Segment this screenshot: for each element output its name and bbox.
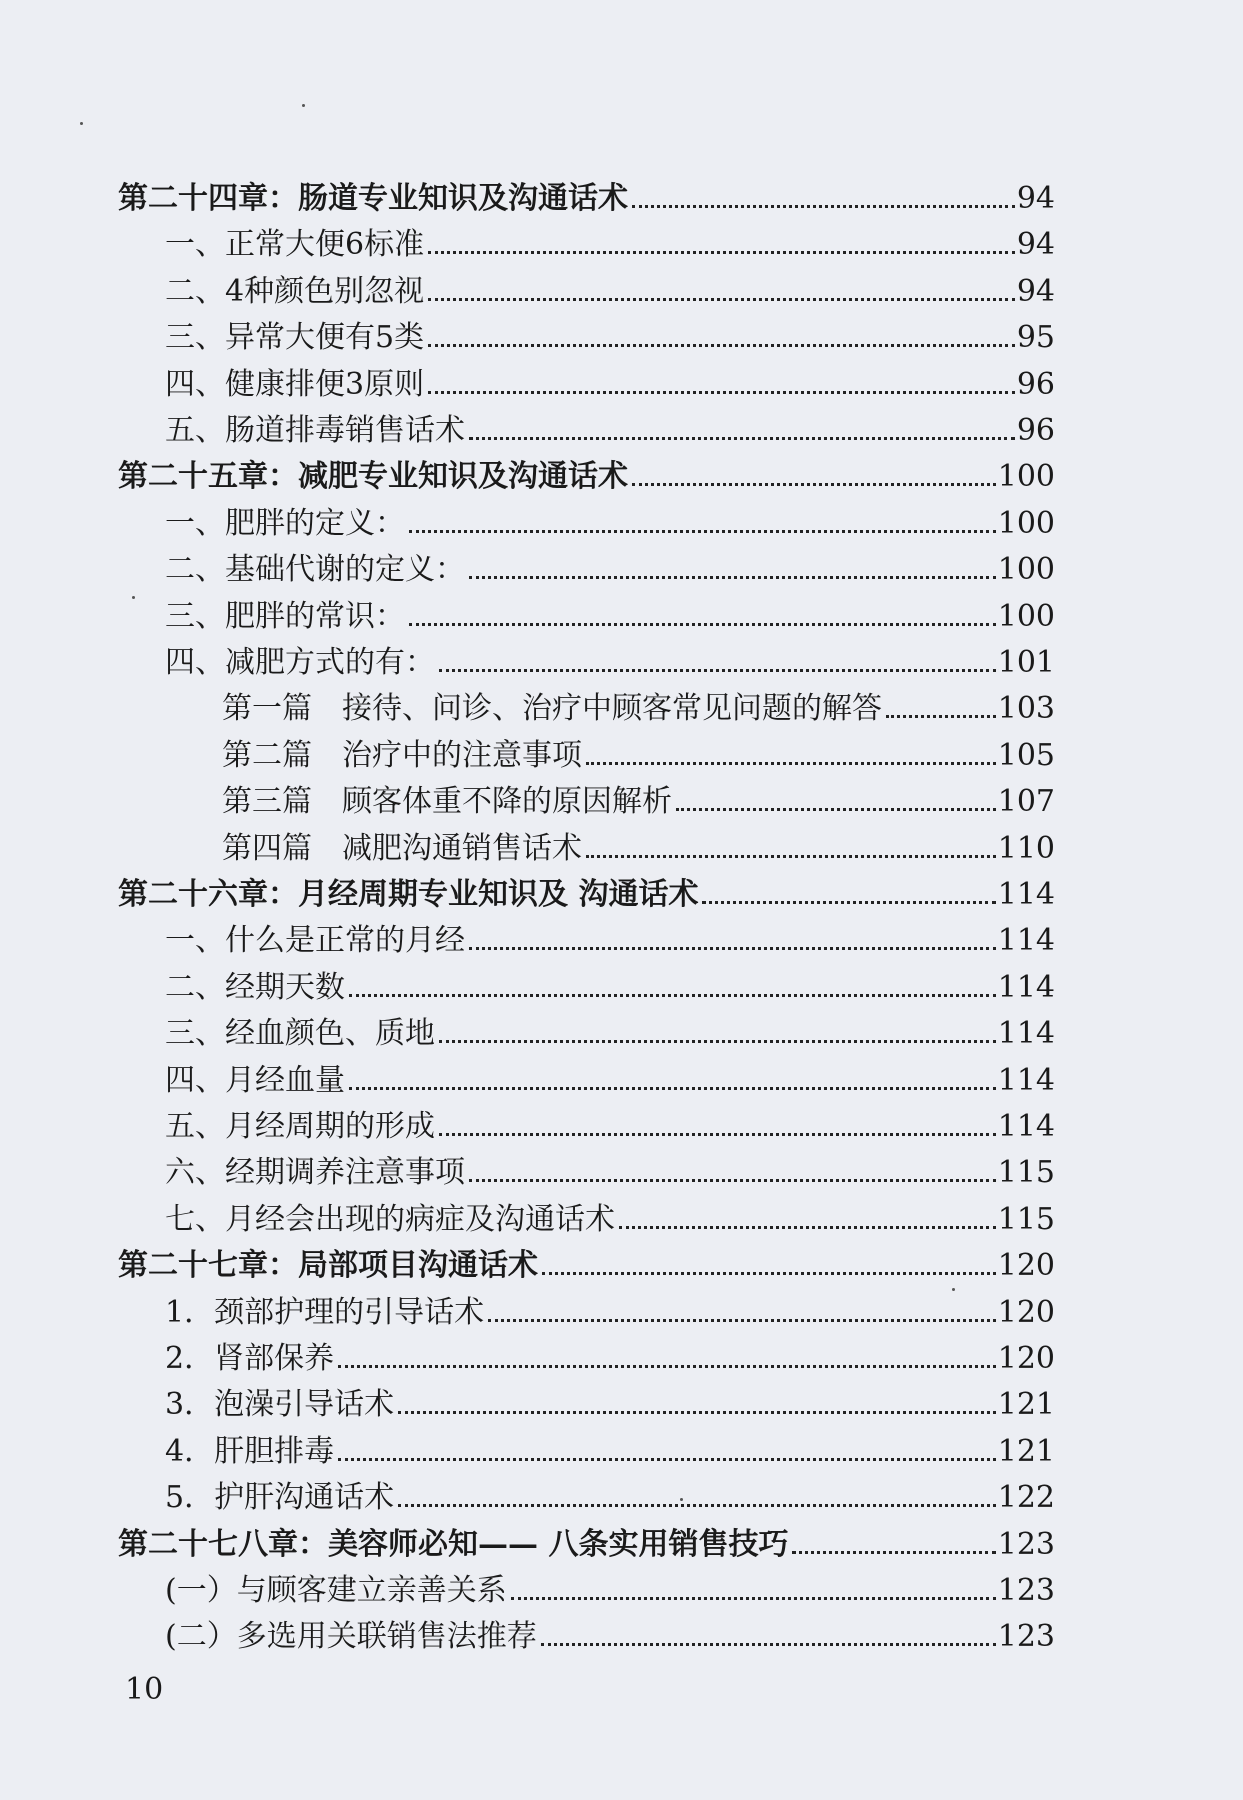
dot-leader bbox=[542, 1272, 996, 1275]
toc-entry-page-number: 121 bbox=[997, 1387, 1055, 1423]
toc-entry-title: 一、正常大便6标准 bbox=[165, 227, 425, 263]
toc-entry-page-number: 110 bbox=[997, 830, 1055, 866]
dot-leader bbox=[439, 669, 996, 672]
toc-entry-page-number: 96 bbox=[1016, 366, 1055, 402]
dot-leader bbox=[398, 1411, 996, 1414]
dot-leader bbox=[792, 1551, 995, 1554]
toc-entry-title: 第二十四章：肠道专业知识及沟通话术 bbox=[118, 181, 628, 216]
dot-leader bbox=[619, 1226, 996, 1229]
page-number: 10 bbox=[125, 1672, 164, 1707]
dot-leader bbox=[349, 1087, 996, 1090]
dot-leader bbox=[586, 762, 996, 765]
dot-leader bbox=[428, 298, 1015, 301]
toc-section-entry[interactable] bbox=[165, 263, 1055, 307]
dot-leader bbox=[676, 808, 996, 811]
toc-entry-page-number: 100 bbox=[997, 552, 1055, 588]
dot-leader bbox=[541, 1643, 996, 1646]
toc-entry-title: 一、什么是正常的月经 bbox=[165, 923, 465, 959]
toc-entry-title: 第一篇 接待、问诊、治疗中顾客常见问题的解答 bbox=[222, 691, 882, 727]
dot-leader bbox=[469, 576, 996, 579]
toc-section-entry[interactable] bbox=[165, 1052, 1055, 1096]
toc-entry-page-number: 114 bbox=[997, 923, 1055, 959]
toc-entry-page-number: 100 bbox=[997, 505, 1055, 541]
toc-section-entry[interactable] bbox=[222, 727, 1055, 771]
toc-section-entry[interactable] bbox=[165, 1191, 1055, 1235]
toc-entry-title: 第二十五章：减肥专业知识及沟通话术 bbox=[118, 459, 628, 495]
toc-chapter-entry[interactable] bbox=[118, 866, 1055, 910]
scan-speck bbox=[80, 122, 83, 125]
toc-entry-title: 一、肥胖的定义： bbox=[165, 505, 405, 541]
toc-section-entry[interactable] bbox=[165, 588, 1055, 632]
dot-leader bbox=[632, 205, 1015, 208]
toc-entry-title: 七、月经会出现的病症及沟通话术 bbox=[165, 1201, 615, 1237]
toc-section-entry[interactable] bbox=[165, 541, 1055, 588]
toc-entry-page-number: 96 bbox=[1016, 413, 1055, 448]
toc-entry-page-number: 100 bbox=[997, 459, 1055, 495]
toc-section-entry[interactable] bbox=[165, 1608, 1055, 1655]
toc-section-entry[interactable] bbox=[165, 495, 1055, 539]
toc-entry-page-number: 94 bbox=[1016, 181, 1055, 216]
toc-entry-page-number: 114 bbox=[997, 1016, 1055, 1052]
toc-entry-title: 第二篇 治疗中的注意事项 bbox=[222, 737, 582, 773]
toc-section-entry[interactable] bbox=[165, 1330, 1055, 1374]
toc-chapter-entry[interactable] bbox=[118, 448, 1055, 495]
toc-entry-title: 二、经期天数 bbox=[165, 969, 345, 1005]
toc-section-entry[interactable] bbox=[165, 216, 1055, 263]
toc-entry-page-number: 120 bbox=[997, 1248, 1055, 1284]
dot-leader bbox=[428, 391, 1015, 394]
toc-section-entry[interactable] bbox=[165, 1284, 1055, 1328]
toc-entry-title: 五、月经周期的形成 bbox=[165, 1109, 435, 1144]
toc-section-entry[interactable] bbox=[165, 1469, 1055, 1516]
dot-leader bbox=[338, 1458, 996, 1461]
toc-entry-title: (二）多选用关联销售法推荐 bbox=[165, 1619, 537, 1655]
toc-entry-title: 4．肝胆排毒 bbox=[165, 1433, 335, 1469]
dot-leader bbox=[488, 1319, 996, 1322]
toc-entry-page-number: 105 bbox=[997, 737, 1055, 773]
toc-entry-title: 四、健康排便3原则 bbox=[165, 366, 425, 402]
toc-entry-page-number: 120 bbox=[997, 1341, 1055, 1376]
toc-entry-title: 四、减肥方式的有： bbox=[165, 645, 435, 680]
dot-leader bbox=[409, 623, 996, 626]
dot-leader bbox=[409, 530, 996, 533]
toc-entry-title: 四、月经血量 bbox=[165, 1062, 345, 1098]
toc-section-entry[interactable] bbox=[165, 402, 1055, 446]
dot-leader bbox=[428, 251, 1015, 254]
dot-leader bbox=[338, 1365, 996, 1368]
toc-section-entry[interactable] bbox=[165, 1144, 1055, 1191]
toc-entry-title: 第二十七章：局部项目沟通话术 bbox=[118, 1248, 538, 1284]
toc-entry-title: 二、4种颜色别忽视 bbox=[165, 273, 425, 309]
toc-entry-title: 3．泡澡引导话术 bbox=[165, 1387, 395, 1423]
toc-entry-title: 三、异常大便有5类 bbox=[165, 320, 425, 356]
toc-entry-page-number: 120 bbox=[997, 1294, 1055, 1330]
toc-entry-page-number: 107 bbox=[997, 784, 1055, 820]
dot-leader bbox=[586, 855, 996, 858]
dot-leader bbox=[439, 1040, 996, 1043]
dot-leader bbox=[632, 483, 996, 486]
toc-entry-page-number: 114 bbox=[997, 1109, 1055, 1144]
dot-leader bbox=[398, 1504, 996, 1507]
dot-leader bbox=[349, 994, 996, 997]
toc-section-entry[interactable] bbox=[165, 356, 1055, 400]
toc-entry-title: 第二十六章：月经周期专业知识及 沟通话术 bbox=[118, 877, 699, 912]
dot-leader bbox=[511, 1597, 996, 1600]
toc-entry-title: 第四篇 减肥沟通销售话术 bbox=[222, 830, 582, 866]
scan-speck bbox=[952, 1288, 955, 1291]
toc-entry-title: 二、基础代谢的定义： bbox=[165, 552, 465, 588]
toc-chapter-entry[interactable] bbox=[118, 1237, 1055, 1284]
toc-entry-page-number: 103 bbox=[997, 691, 1055, 727]
toc-section-entry[interactable] bbox=[165, 959, 1055, 1003]
toc-section-entry[interactable] bbox=[222, 773, 1055, 820]
toc-entry-title: 五、肠道排毒销售话术 bbox=[165, 413, 465, 448]
toc-section-entry[interactable] bbox=[222, 820, 1055, 864]
toc-section-entry[interactable] bbox=[165, 309, 1055, 356]
toc-section-entry[interactable] bbox=[222, 680, 1055, 727]
toc-entry-title: 2．肾部保养 bbox=[165, 1341, 335, 1376]
toc-entry-title: (一）与顾客建立亲善关系 bbox=[165, 1573, 507, 1608]
dot-leader bbox=[469, 437, 1015, 440]
toc-entry-page-number: 100 bbox=[997, 598, 1055, 634]
toc-entry-title: 1．颈部护理的引导话术 bbox=[165, 1294, 485, 1330]
scan-speck bbox=[132, 596, 135, 599]
scan-speck bbox=[680, 1498, 683, 1501]
toc-section-entry[interactable] bbox=[165, 912, 1055, 959]
toc-entry-page-number: 115 bbox=[997, 1155, 1055, 1191]
toc-section-entry[interactable] bbox=[165, 1562, 1055, 1606]
toc-entry-page-number: 122 bbox=[997, 1480, 1055, 1516]
toc-section-entry[interactable] bbox=[165, 1005, 1055, 1052]
toc-entry-title: 第三篇 顾客体重不降的原因解析 bbox=[222, 784, 672, 820]
toc-entry-page-number: 123 bbox=[997, 1573, 1055, 1608]
toc-entry-title: 六、经期调养注意事项 bbox=[165, 1155, 465, 1191]
toc-entry-page-number: 94 bbox=[1016, 273, 1055, 309]
toc-entry-title: 三、经血颜色、质地 bbox=[165, 1016, 435, 1052]
dot-leader bbox=[702, 901, 995, 904]
toc-chapter-entry[interactable] bbox=[118, 1516, 1055, 1560]
toc-entry-page-number: 95 bbox=[1016, 320, 1055, 356]
toc-section-entry[interactable] bbox=[165, 1098, 1055, 1142]
toc-entry-title: 5．护肝沟通话术 bbox=[165, 1480, 395, 1516]
toc-entry-title: 三、肥胖的常识： bbox=[165, 598, 405, 634]
toc-section-entry[interactable] bbox=[165, 634, 1055, 678]
scan-speck bbox=[302, 104, 305, 107]
toc-entry-page-number: 121 bbox=[997, 1433, 1055, 1469]
dot-leader bbox=[428, 344, 1015, 347]
toc-chapter-entry[interactable] bbox=[118, 170, 1055, 214]
toc-entry-page-number: 101 bbox=[997, 645, 1055, 680]
toc-entry-page-number: 114 bbox=[997, 969, 1055, 1005]
toc-entry-page-number: 114 bbox=[997, 877, 1055, 912]
dot-leader bbox=[886, 715, 996, 718]
toc-section-entry[interactable] bbox=[165, 1423, 1055, 1467]
toc-entry-title: 第二十七八章：美容师必知—— 八条实用销售技巧 bbox=[118, 1526, 789, 1562]
toc-entry-page-number: 94 bbox=[1016, 227, 1055, 263]
toc-entry-page-number: 123 bbox=[997, 1526, 1055, 1562]
dot-leader bbox=[469, 947, 996, 950]
toc-entry-page-number: 114 bbox=[997, 1062, 1055, 1098]
toc-entry-page-number: 123 bbox=[997, 1619, 1055, 1655]
dot-leader bbox=[439, 1133, 996, 1136]
dot-leader bbox=[469, 1179, 996, 1182]
toc-section-entry[interactable] bbox=[165, 1376, 1055, 1423]
toc-entry-page-number: 115 bbox=[997, 1201, 1055, 1237]
